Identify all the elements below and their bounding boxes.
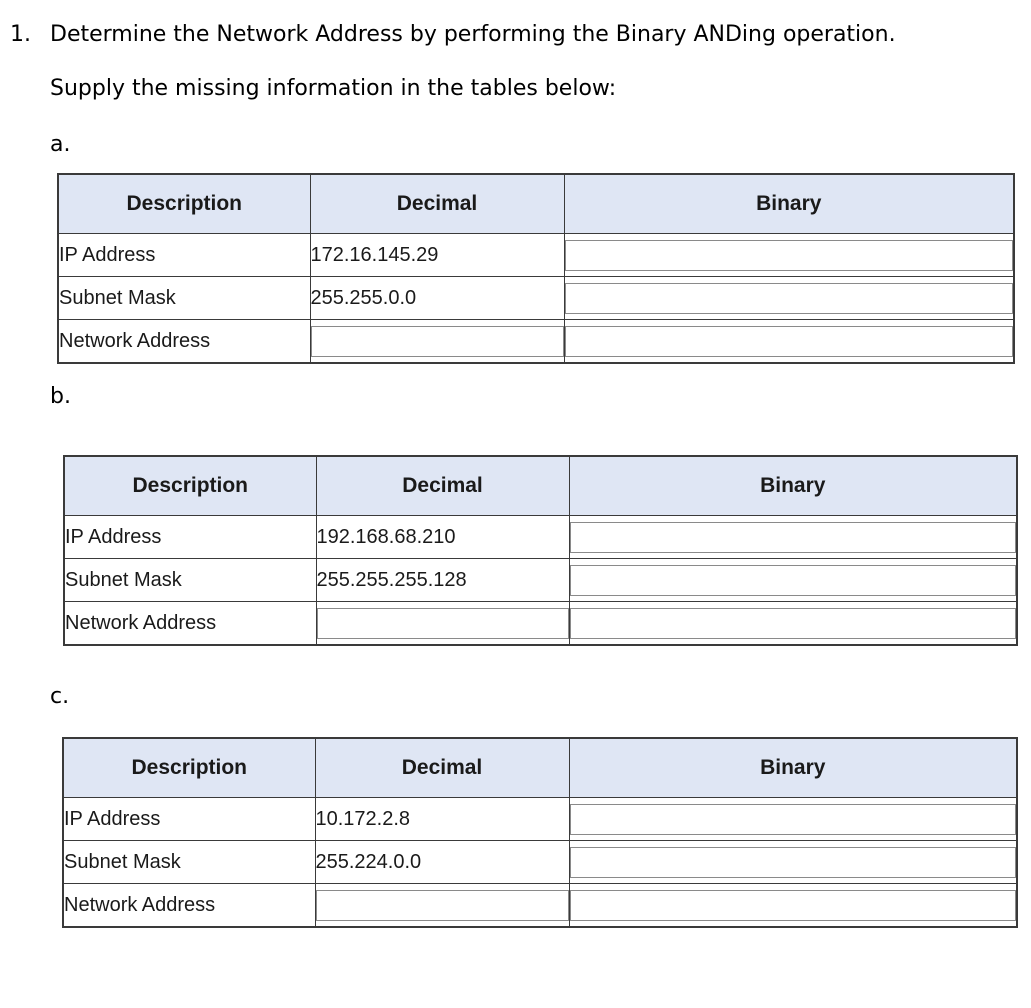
row-decimal-value: 255.255.255.128 [316, 559, 569, 602]
table-header-row [63, 738, 1017, 798]
decimal-input[interactable] [311, 326, 564, 357]
row-description: IP Address [64, 516, 316, 559]
binary-input[interactable] [565, 283, 1014, 314]
part-c-label: c. [50, 684, 70, 709]
row-decimal-value: 10.172.2.8 [315, 798, 569, 841]
binary-input[interactable] [570, 847, 1017, 878]
binary-input[interactable] [570, 565, 1017, 596]
part-a-table [57, 173, 1015, 364]
table-row [63, 884, 1017, 928]
binary-input[interactable] [565, 240, 1014, 271]
table-header-row [58, 174, 1014, 234]
part-b-label: b. [50, 384, 71, 409]
table-row [64, 559, 1017, 602]
part-a-label: a. [50, 132, 71, 157]
header-description: Description [64, 456, 316, 516]
row-decimal-value: 192.168.68.210 [316, 516, 569, 559]
table-header-row [64, 456, 1017, 516]
table-row [58, 234, 1014, 277]
binary-input[interactable] [565, 326, 1014, 357]
header-binary: Binary [564, 174, 1014, 234]
row-description: Network Address [58, 320, 310, 364]
binary-input[interactable] [570, 608, 1017, 639]
part-c-table [62, 737, 1018, 928]
binary-input[interactable] [570, 522, 1017, 553]
header-description: Description [58, 174, 310, 234]
question-instruction: Supply the missing information in the tables below: [50, 76, 617, 101]
row-description: Network Address [63, 884, 315, 928]
header-decimal: Decimal [310, 174, 564, 234]
row-decimal-value: 255.255.0.0 [310, 277, 564, 320]
part-b-table [63, 455, 1018, 646]
row-decimal-value: 255.224.0.0 [315, 841, 569, 884]
row-description: Subnet Mask [58, 277, 310, 320]
row-description: IP Address [63, 798, 315, 841]
table-row [58, 320, 1014, 364]
table-row [58, 277, 1014, 320]
row-description: Subnet Mask [64, 559, 316, 602]
question-number: 1. [10, 22, 31, 47]
binary-input[interactable] [570, 804, 1017, 835]
table-row [64, 516, 1017, 559]
table-row [63, 798, 1017, 841]
decimal-input[interactable] [316, 890, 569, 921]
row-decimal-value: 172.16.145.29 [310, 234, 564, 277]
table-row [63, 841, 1017, 884]
binary-input[interactable] [570, 890, 1017, 921]
header-binary: Binary [569, 738, 1017, 798]
question-heading [10, 22, 896, 47]
header-decimal: Decimal [316, 456, 569, 516]
header-description: Description [63, 738, 315, 798]
row-description: Network Address [64, 602, 316, 646]
table-row [64, 602, 1017, 646]
header-binary: Binary [569, 456, 1017, 516]
question-text: Determine the Network Address by performing the Binary ANDing operation. [50, 22, 896, 47]
row-description: Subnet Mask [63, 841, 315, 884]
decimal-input[interactable] [317, 608, 569, 639]
header-decimal: Decimal [315, 738, 569, 798]
row-description: IP Address [58, 234, 310, 277]
